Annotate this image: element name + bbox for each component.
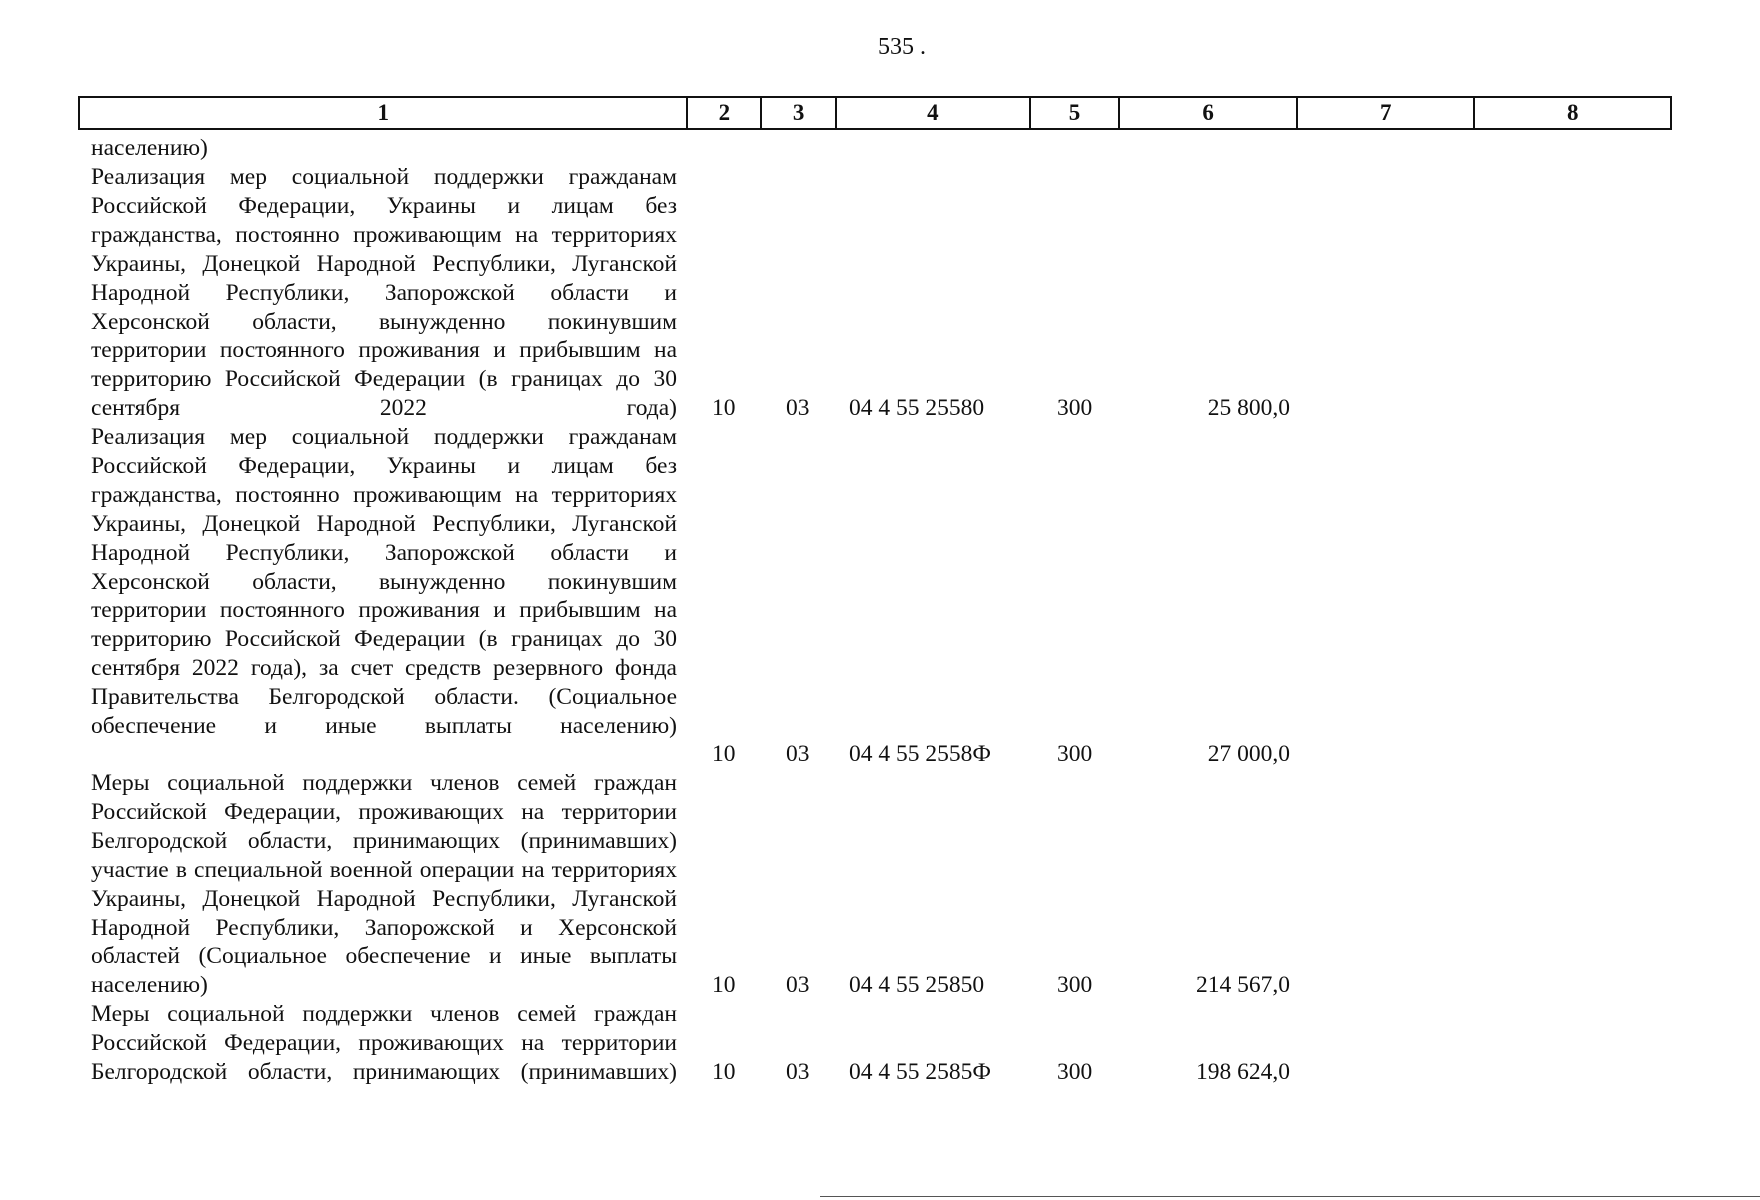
row-4-col5: 300 xyxy=(1057,1059,1093,1085)
column-header-4: 4 xyxy=(837,98,1031,128)
row-3-col3: 03 xyxy=(786,972,810,998)
row-3-col5: 300 xyxy=(1057,972,1093,998)
row-1-col2: 10 xyxy=(712,395,736,421)
column-header-2: 2 xyxy=(688,98,762,128)
row-1-col5: 300 xyxy=(1057,395,1093,421)
row-4-col3: 03 xyxy=(786,1059,810,1085)
row-2-col6: 27 000,0 xyxy=(1207,741,1290,767)
row-4-col2: 10 xyxy=(712,1059,736,1085)
column-header-6: 6 xyxy=(1120,98,1298,128)
column-header-1: 1 xyxy=(80,98,688,128)
row-3-col4: 04 4 55 25850 xyxy=(849,972,985,998)
row-3-col6: 214 567,0 xyxy=(1196,972,1290,998)
page-number: 535 . xyxy=(878,34,926,60)
row-2-col5: 300 xyxy=(1057,741,1093,767)
bottom-divider xyxy=(820,1196,1760,1197)
row-4-col4: 04 4 55 2585Ф xyxy=(849,1059,991,1085)
row-2-col4: 04 4 55 2558Ф xyxy=(849,741,991,767)
row-3-col2: 10 xyxy=(712,972,736,998)
column-header-7: 7 xyxy=(1298,98,1476,128)
row-4-col6: 198 624,0 xyxy=(1196,1059,1290,1085)
column-header-5: 5 xyxy=(1031,98,1121,128)
row-2-col3: 03 xyxy=(786,741,810,767)
row-1-description: Реализация мер социальной поддержки гражданам Российской Федерации, Украины и лицам без гражданства, постоянно проживающим на территориях Украины, Донецкой Народной Республики, Луганской Народной Республики, Запорожской области и Херсонской области, вынужденно покинувшим территории постоянного проживания и прибывшим на территорию Российской Федерации (в границах до 30 сентября 2022 года) xyxy=(91,164,677,422)
row-1-col6: 25 800,0 xyxy=(1207,395,1290,421)
column-header-3: 3 xyxy=(762,98,837,128)
row-1-col3: 03 xyxy=(786,395,810,421)
table-header xyxy=(78,96,1672,130)
row-1-col4: 04 4 55 25580 xyxy=(849,395,985,421)
row-2-col2: 10 xyxy=(712,741,736,767)
row-3-description: Меры социальной поддержки членов семей граждан Российской Федерации, проживающих на территории Белгородской области, принимающих (принимавших) участие в специальной военной операции на территориях Украины, Донецкой Народной Республики, Луганской Народной Республики, Запорожской и Херсонской областей (Социальное обеспечение и иные выплаты населению) xyxy=(91,770,677,999)
row-4-description: Меры социальной поддержки членов семей граждан Российской Федерации, проживающих на территории Белгородской области, принимающих (принимавших) xyxy=(91,1001,677,1085)
column-header-8: 8 xyxy=(1566,100,1579,125)
row-2-description: Реализация мер социальной поддержки гражданам Российской Федерации, Украины и лицам без гражданства, постоянно проживающим на территориях Украины, Донецкой Народной Республики, Луганской Народной Республики, Запорожской области и Херсонской области, вынужденно покинувшим территории постоянного проживания и прибывшим на территорию Российской Федерации (в границах до 30 сентября 2022 года), за счет средств резервного фонда Правительства Белгородской области. (Социальное обеспечение и иные выплаты населению) xyxy=(91,424,677,740)
continuation-text: населению) xyxy=(91,135,208,161)
